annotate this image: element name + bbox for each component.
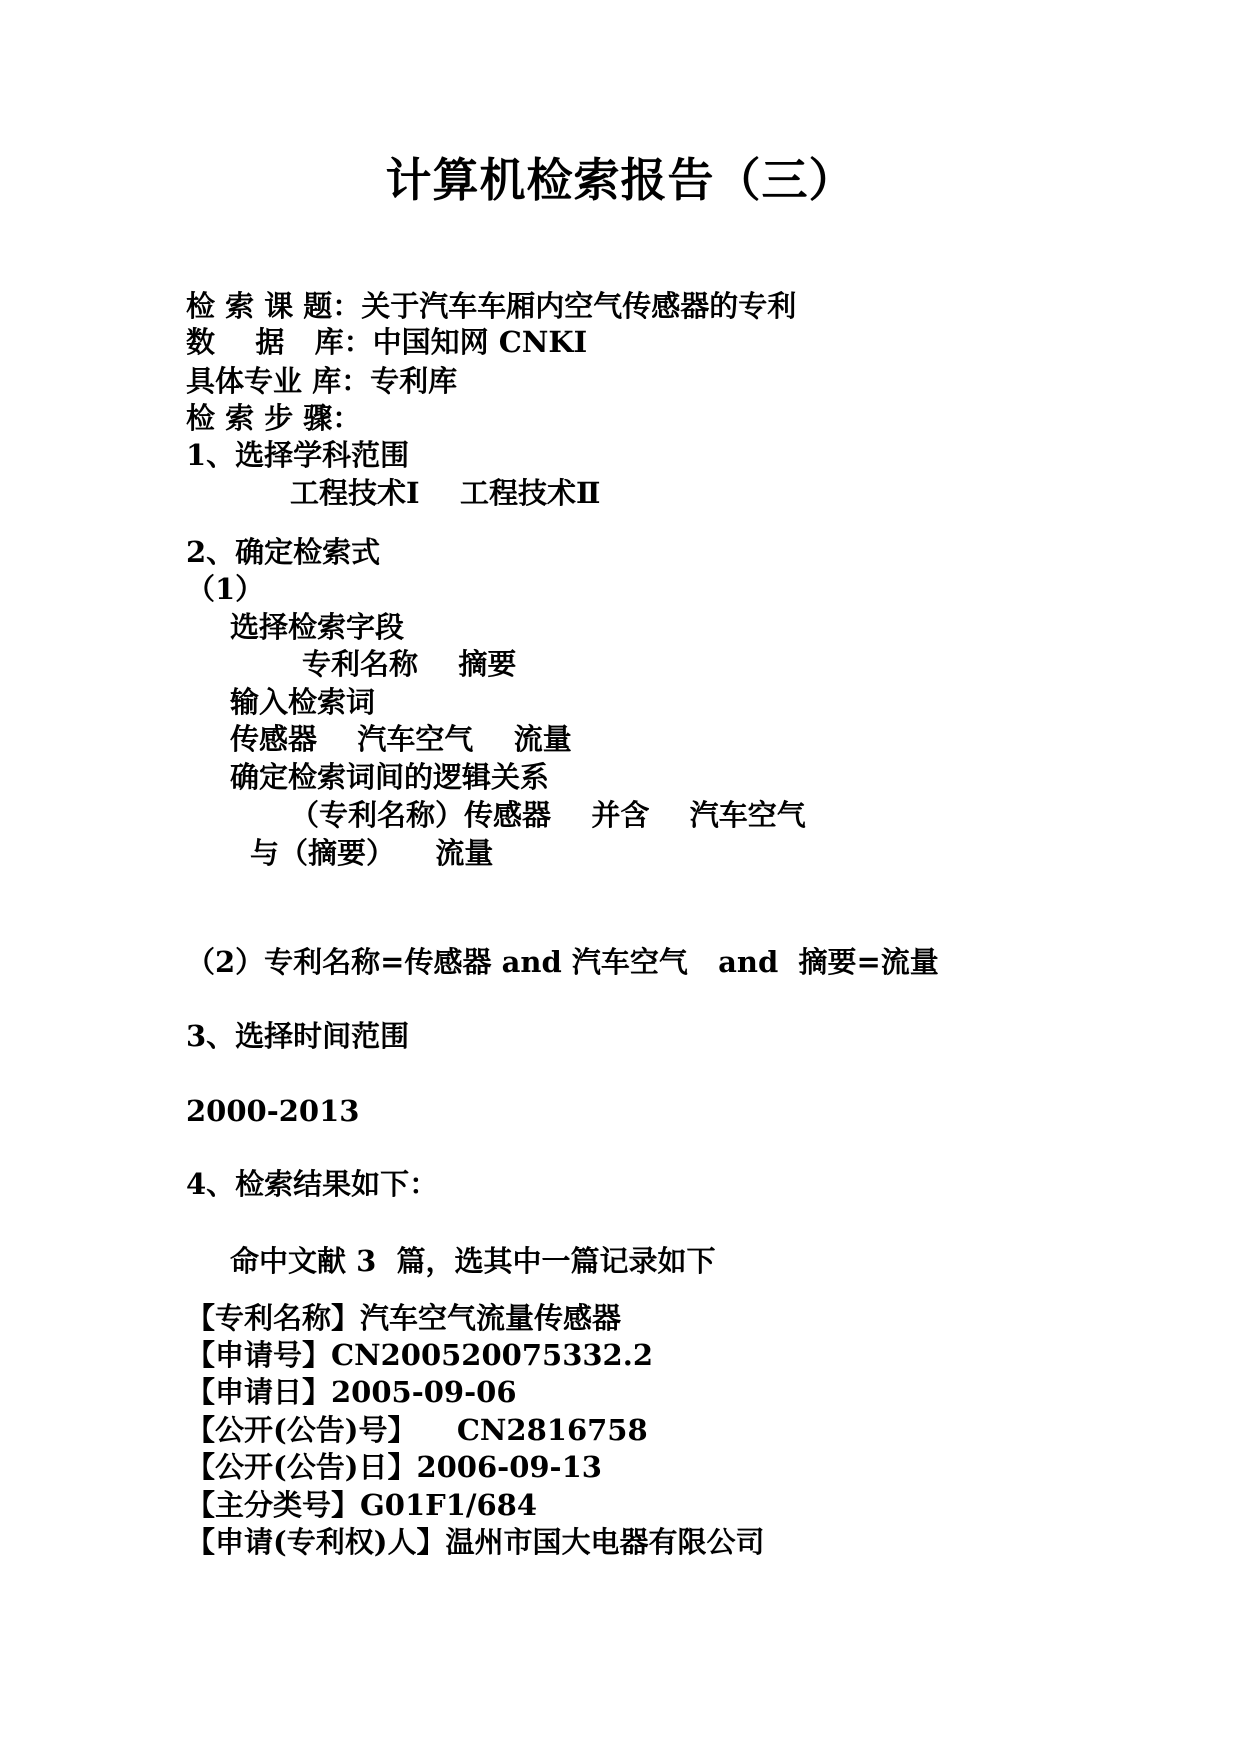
page-title: 计算机检索报告（三）: [385, 153, 856, 207]
sub-database: 具体专业 库：专利库: [186, 364, 458, 398]
step3-heading: 3、选择时间范围: [186, 1019, 410, 1053]
result-summary: 命中文献 3 篇，选其中一篇记录如下: [230, 1244, 716, 1278]
record-application-number: 【申请号】CN200520075332.2: [186, 1338, 654, 1372]
record-publication-date: 【公开(公告)日】2006-09-13: [186, 1450, 602, 1484]
record-applicant: 【申请(专利权)人】温州市国大电器有限公司: [186, 1525, 765, 1559]
step2-part2: （2）专利名称=传感器 and 汽车空气 and 摘要=流量: [186, 945, 939, 979]
enter-terms-label: 输入检索词: [230, 685, 376, 719]
steps-label: 检 索 步 骤：: [186, 401, 362, 435]
logic-line-1: （专利名称）传感器 并含 汽车空气: [290, 798, 806, 832]
terms-value: 传感器 汽车空气 流量: [230, 722, 572, 756]
step1-subjects: 工程技术Ⅰ 工程技术Ⅱ: [290, 476, 601, 510]
search-topic: 检 索 课 题：关于汽车车厢内空气传感器的专利: [186, 289, 797, 323]
time-range: 2000-2013: [186, 1094, 360, 1128]
step2-heading: 2、确定检索式: [186, 535, 381, 569]
record-main-classification: 【主分类号】G01F1/684: [186, 1488, 538, 1522]
choose-field-label: 选择检索字段: [230, 610, 405, 644]
step1-heading: 1、选择学科范围: [186, 438, 410, 472]
fields-value: 专利名称 摘要: [302, 647, 517, 681]
record-publication-number: 【公开(公告)号】 CN2816758: [186, 1413, 648, 1447]
step4-heading: 4、检索结果如下：: [186, 1167, 439, 1201]
record-patent-name: 【专利名称】汽车空气流量传感器: [186, 1301, 622, 1335]
step2-part1-label: （1）: [186, 572, 265, 606]
record-application-date: 【申请日】2005-09-06: [186, 1375, 517, 1409]
database: 数 据 库：中国知网 CNKI: [186, 325, 588, 359]
logic-heading: 确定检索词间的逻辑关系: [230, 760, 550, 794]
logic-line-2: 与（摘要） 流量: [250, 836, 494, 870]
